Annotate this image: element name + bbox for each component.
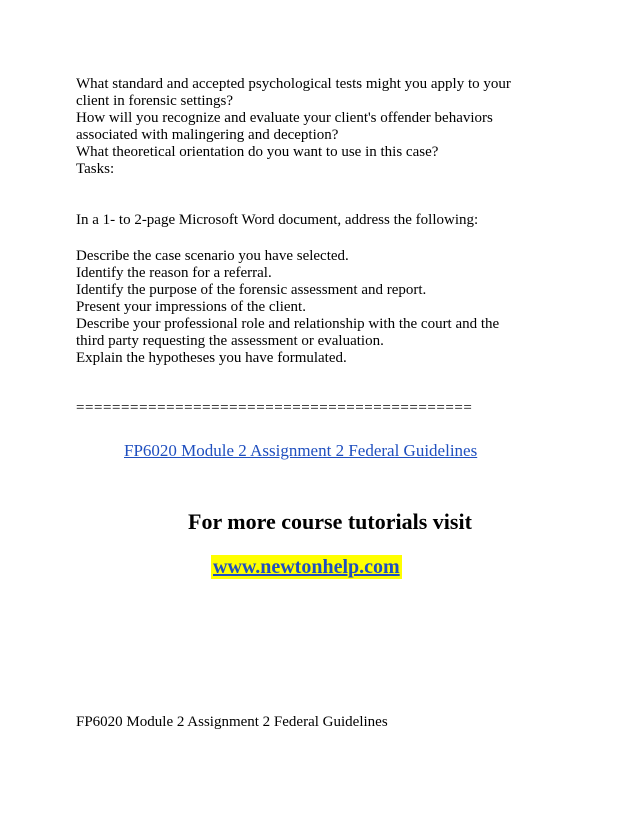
task-line: Describe your professional role and relationship with the court and the: [76, 316, 500, 332]
tasks-list: [76, 248, 596, 367]
promo-heading: For more course tutorials visit: [188, 509, 472, 534]
newtonhelp-link[interactable]: www.newtonhelp.com: [213, 556, 400, 578]
assignment-title-link[interactable]: FP6020 Module 2 Assignment 2 Federal Guidelines: [124, 441, 478, 460]
intro-paragraph: [76, 212, 596, 229]
question-line: client in forensic settings?: [76, 93, 234, 109]
question-line: What theoretical orientation do you want to use in this case?: [76, 144, 439, 160]
task-line: Present your impressions of the client.: [76, 299, 306, 315]
task-line: Identify the purpose of the forensic assessment and report.: [76, 282, 427, 298]
task-line: Explain the hypotheses you have formulated.: [76, 350, 347, 366]
questions-paragraph: [76, 76, 596, 178]
task-line: Describe the case scenario you have selected.: [76, 248, 349, 264]
footer-title: FP6020 Module 2 Assignment 2 Federal Guidelines: [76, 714, 388, 730]
separator-line: ============================================: [76, 400, 473, 416]
task-line: third party requesting the assessment or evaluation.: [76, 333, 384, 349]
question-line: How will you recognize and evaluate your client's offender behaviors: [76, 110, 493, 126]
tasks-heading: Tasks:: [76, 161, 115, 177]
question-line: What standard and accepted psychological tests might you apply to your: [76, 76, 511, 92]
intro-line: In a 1- to 2-page Microsoft Word document, address the following:: [76, 212, 479, 228]
question-line: associated with malingering and deception?: [76, 127, 339, 143]
task-line: Identify the reason for a referral.: [76, 265, 272, 281]
